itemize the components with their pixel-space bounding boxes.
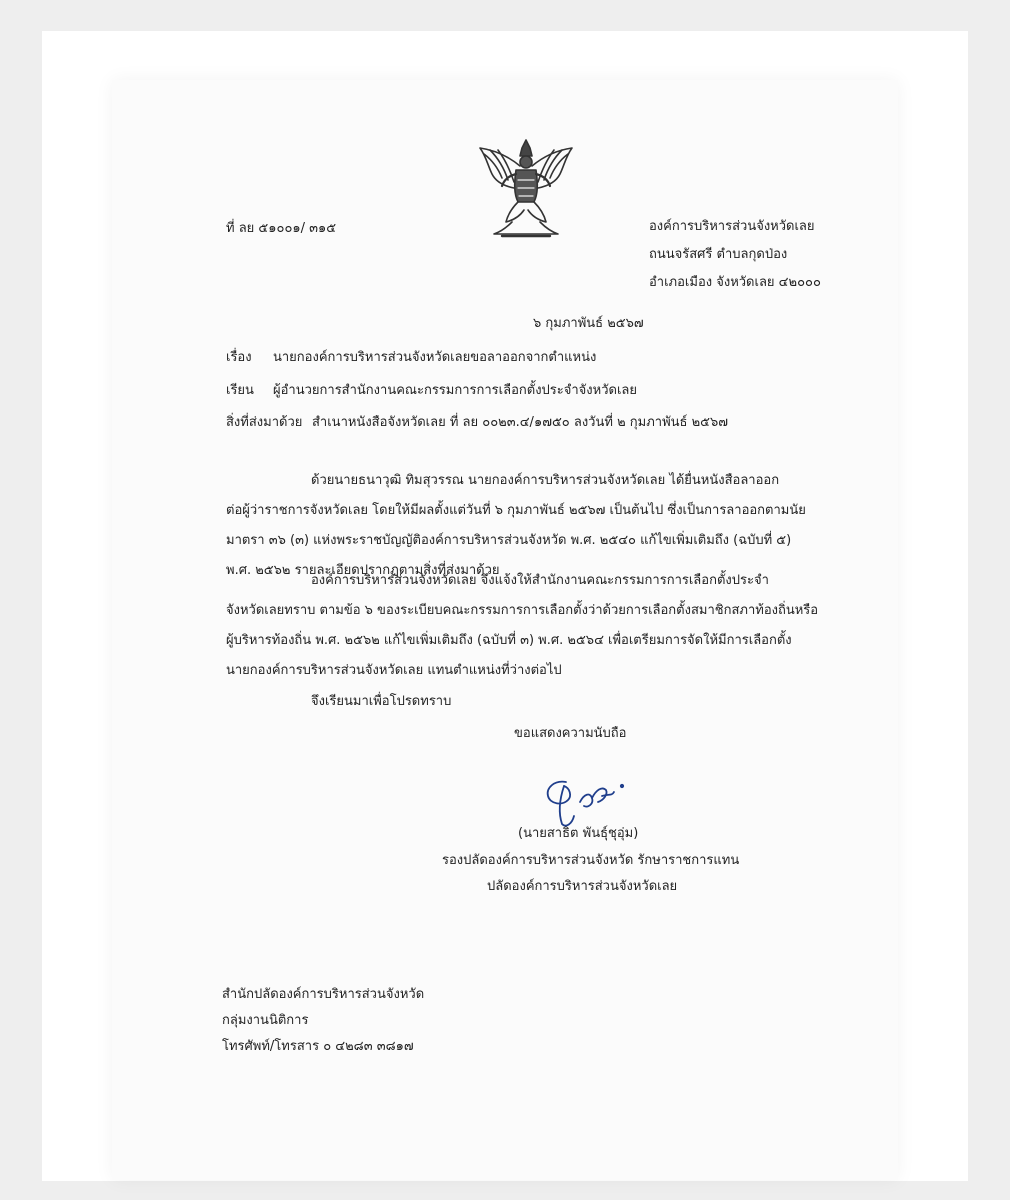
para2-line4: นายกองค์การบริหารส่วนจังหวัดเลย แทนตำแหน่งที่ว่างต่อไป <box>226 663 562 678</box>
org-street: ถนนจรัสศรี ตำบลกุดป่อง <box>649 247 788 262</box>
signature-icon <box>540 772 630 830</box>
para2-line1: องค์การบริหารส่วนจังหวัดเลย จึงแจ้งให้สำนักงานคณะกรรมการการเลือกตั้งประจำ <box>311 573 769 588</box>
subject-text: นายกองค์การบริหารส่วนจังหวัดเลยขอลาออกจากตำแหน่ง <box>273 350 597 365</box>
para2-line2: จังหวัดเลยทราบ ตามข้อ ๖ ของระเบียบคณะกรรมการการเลือกตั้งว่าด้วยการเลือกตั้งสมาชิกสภาท้องถิ่นหรือ <box>226 603 819 618</box>
para2-line3: ผู้บริหารท้องถิ่น พ.ศ. ๒๕๖๒ แก้ไขเพิ่มเติมถึง (ฉบับที่ ๓) พ.ศ. ๒๕๖๔ เพื่อเตรียมการจัดให้มีการเลือกตั้ง <box>226 633 792 648</box>
signer-title-line2: ปลัดองค์การบริหารส่วนจังหวัดเลย <box>487 879 678 894</box>
signer-name: (นายสาธิต พันธุ์ชุอุ่ม) <box>518 826 639 841</box>
to-text: ผู้อำนวยการสำนักงานคณะกรรมการการเลือกตั้งประจำจังหวัดเลย <box>273 383 637 398</box>
closing-text: จึงเรียนมาเพื่อโปรดทราบ <box>311 694 452 709</box>
letter-date: ๖ กุมภาพันธ์ ๒๕๖๗ <box>533 316 644 331</box>
footer-phone: โทรศัพท์/โทรสาร ๐ ๔๒๘๓ ๓๘๑๗ <box>222 1039 414 1054</box>
signer-title-line1: รองปลัดองค์การบริหารส่วนจังหวัด รักษาราชการแทน <box>442 853 740 868</box>
enclosure-text: สำเนาหนังสือจังหวัดเลย ที่ ลย ๐๐๒๓.๔/๑๗๕๐ ลงวันที่ ๒ กุมภาพันธ์ ๒๕๖๗ <box>312 415 729 430</box>
para1-line3: มาตรา ๓๖ (๓) แห่งพระราชบัญญัติองค์การบริหารส่วนจังหวัด พ.ศ. ๒๕๔๐ แก้ไขเพิ่มเติมถึง (ฉบับที่ ๕) <box>226 533 792 548</box>
org-district: อำเภอเมือง จังหวัดเลย ๔๒๐๐๐ <box>649 275 821 290</box>
para1-line2: ต่อผู้ว่าราชการจังหวัดเลย โดยให้มีผลตั้งแต่วันที่ ๖ กุมภาพันธ์ ๒๕๖๗ เป็นต้นไป ซึ่งเป็นการลาออกตามนัย <box>226 503 806 518</box>
enclosure-label: สิ่งที่ส่งมาด้วย <box>226 415 303 430</box>
regards-text: ขอแสดงความนับถือ <box>514 726 627 741</box>
para1-line4: พ.ศ. ๒๕๖๒ รายละเอียดปรากฏตามสิ่งที่ส่งมาด้วย <box>226 563 500 578</box>
para1-line1: ด้วยนายธนาวุฒิ ทิมสุวรรณ นายกองค์การบริหารส่วนจังหวัดเลย ได้ยื่นหนังสือลาออก <box>311 473 780 488</box>
org-name: องค์การบริหารส่วนจังหวัดเลย <box>649 219 815 234</box>
subject-label: เรื่อง <box>226 350 252 365</box>
footer-department: สำนักปลัดองค์การบริหารส่วนจังหวัด <box>222 987 425 1002</box>
garuda-emblem-icon <box>472 136 580 244</box>
to-label: เรียน <box>226 383 254 398</box>
footer-division: กลุ่มงานนิติการ <box>222 1013 309 1028</box>
reference-number: ที่ ลย ๕๑๐๐๑/ ๓๑๕ <box>226 221 337 236</box>
